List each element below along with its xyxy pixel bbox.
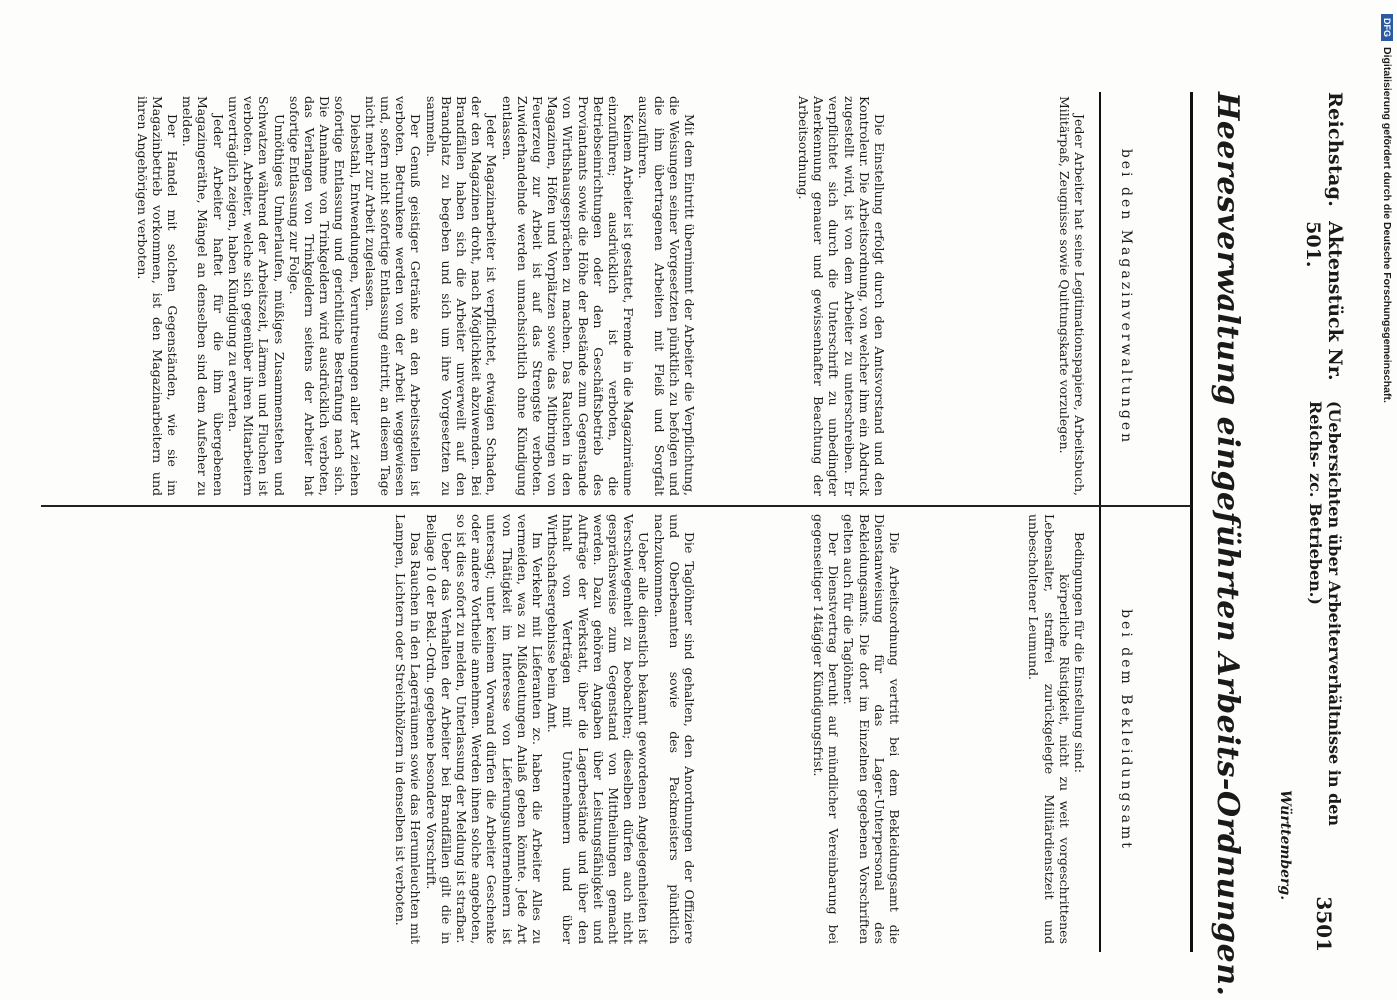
running-head (1302, 92, 1346, 952)
page-number: 3501 (1312, 896, 1336, 952)
right-paragraph-6: Im Verkehr mit Lieferanten zc. haben die Arbeiter Alles zu vermeiden, was zu Mißdeutungen Anlaß geben könnte. Jede Art von Thätigkeit im Interesse von Lieferungsunternehmern ist untersagt; unter keinem Vorwand dürfen die Arbeiter Geschenke oder andere Vortheile annehmen. Werden ihnen solche angeboten, so ist dies sofort zu melden, Unterlassung der Meldung ist strafbar. (453, 514, 545, 944)
right-paragraph-2: Die Arbeitsordnung vertritt bei dem Bekleidungsamt die Dienstanweisung für das Lager-Unterpersonal des Bekleidungsamts. Die dort im Einzelnen gegebenen Vorschriften gelten auch für die Taglöhner. (841, 514, 902, 944)
right-paragraph-5: Ueber alle dienstlich bekannt gewordenen Angelegenheiten ist Verschwiegenheit zu beobachten; dieselben dürfen auch nicht gesprächsweise zum Gegenstand von Mittheilungen gemacht werden. Dazu gehören Angaben über Leistungsfähigkeit und Aufträge der Werkstatt, über die Lagerbestände und über den Inhalt von Verträgen mit Unternehmern und über Wirthschaftsergebnisse beim Amt. (545, 514, 652, 944)
left-paragraph-8: Unnöthiges Umherlaufen, müßiges Zusammenstehen und Schwatzen während der Arbeitszeit, Lärmen und Fluchen ist verboten. Arbeiter, welche sich gegenüber ihren Mitarbeitern unverträglich zeigen, haben Kündigung zu erwarten. (225, 96, 287, 496)
column-header-right: bei dem Bekleidungsamt (1118, 609, 1134, 851)
dfg-logo: DFG (1381, 14, 1393, 41)
right-paragraph-4: Die Taglöhner sind gehalten, den Anordnungen der Offiziere und Oberbeamten sowie des Packmeisters pünktlich nachzukommen. (651, 514, 697, 944)
dfg-sidebar (1380, 14, 1394, 994)
header-rule-top (1191, 92, 1194, 952)
column-header-left: bei den Magazinverwaltungen (1118, 148, 1134, 446)
right-paragraph-7: Ueber das Verhalten der Arbeiter bei Brandfällen gilt die in Beilage 10 der Bekl.-Ordn. gegebene besondere Vorschrift. (423, 514, 454, 944)
right-paragraph-1: Bedingungen für die Einstellung sind: körperliche Rüstigkeit, nicht zu weit vorgeschrittenes Lebensalter, straffrei zurückgelegte Militärdienstzeit und unbescholtener Leumund. (1026, 514, 1087, 944)
header-rule-bottom (1099, 92, 1101, 952)
left-paragraph-1: Jeder Arbeiter hat seine Legitimationspapiere, Arbeitsbuch, Militärpaß, Zeugnisse sowie Quittungskarte vorzulegen. (1056, 96, 1087, 496)
running-head-title: Reichstag. (1324, 92, 1346, 208)
left-text-block (134, 96, 697, 496)
state-label: Württemberg. (1277, 790, 1293, 901)
left-paragraph-10: Der Handel mit solchen Gegenständen, wie sie im Magazinbetrieb vorkommen, ist den Magazinarbeitern und ihren Angehörigen verboten. (134, 96, 181, 496)
right-paragraph-3: Der Dienstvertrag beruht auf mündlicher Vereinbarung bei gegenseitiger 14tägiger Kündigungsfrist. (810, 514, 842, 944)
left-paragraph-5: Jeder Magazinarbeiter ist verpflichtet, etwaigen Schaden, der den Magazinen droht, nach Möglichkeit abzuwenden. Bei Brandfällen haben sich die Arbeiter unverweilt auf den Brandplatz zu begeben und sich um ihre Vorgesetzten zu sammeln. (423, 96, 500, 496)
left-paragraph-3: Mit dem Eintritt übernimmt der Arbeiter die Verpflichtung, die Weisungen seiner Vorgesetzten pünktlich zu befolgen und die ihm übertragenen Arbeiten mit Fleiß und Sorgfalt auszuführen. (636, 96, 697, 496)
main-title: Heeresverwaltung eingeführten Arbeits-Ordnungen. (1210, 92, 1245, 997)
left-paragraph-9: Jeder Arbeiter haftet für die ihm übergebenen Magazingeräthe, Mängel an denselben sind dem Aufseher zu melden. (180, 96, 226, 496)
left-paragraph-7: Diebstahl, Entwendungen, Veruntreuungen aller Art ziehen sofortige Entlassung und gerichtliche Bestrafung nach sich. Die Annahme von Trinkgeldern wird ausdrücklich verboten, das Verlangen von Trinkgeldern seitens der Arbeiter hat sofortige Entlassung zur Folge. (286, 96, 363, 496)
running-head-subtitle: (Uebersichten über Arbeiterverhältnisse in den Reichs- zc. Betrieben.) (1306, 400, 1344, 827)
left-paragraph-4: Keinem Arbeiter ist gestattet, Fremde in die Magazinräume einzuführen; ausdrücklich ist verboten, die Betriebseinrichtungen oder den Geschäftsbetrieb des Proviantamts sowie die Höhe der Bestände zum Gegenstande von Wirthshausgesprächen zu machen. Das Rauchen in den Magazinen, Höfen und Vorplätzen sowie das Mitbringen von Feuerzeug zur Arbeit ist auf das Strengste verboten. Zuwiderhandelnde werden unnachsichtlich ohne Kündigung entlassen. (499, 96, 637, 496)
column-divider (41, 505, 1191, 507)
dfg-funding-label: Digitalisierung gefördert durch die Deutsche Forschungsgemeinschaft. (1381, 47, 1393, 403)
right-text-block-1 (811, 514, 902, 944)
left-paragraph-2: Die Einstellung erfolgt durch den Amtsvorstand und den Kontroleur. Die Arbeitsordnung, von welcher ihm ein Abdruck zugestellt wird, ist von dem Arbeiter zu unterschreiben. Er verpflichtet sich durch die Unterschrift zu unbedingter Anerkennung genauer und gewissenhafter Beachtung der Arbeitsordnung. (795, 96, 887, 496)
running-head-aktenstueck: Aktenstück Nr. 501. (1302, 221, 1346, 381)
right-paragraph-8: Das Rauchen in den Lagerräumen sowie das Herumleuchten mit Lampen, Lichtern oder Streichhölzern in denselben ist verboten. (393, 514, 424, 944)
left-paragraph-6: Der Genuß geistiger Getränke an den Arbeitsstellen ist verboten. Betrunkene werden von der Arbeit weggewiesen und, sofern nicht sofortige Entlassung eintritt, an diesem Tage nicht mehr zur Arbeit zugelassen. (362, 96, 424, 496)
right-text-block-2 (393, 514, 697, 944)
